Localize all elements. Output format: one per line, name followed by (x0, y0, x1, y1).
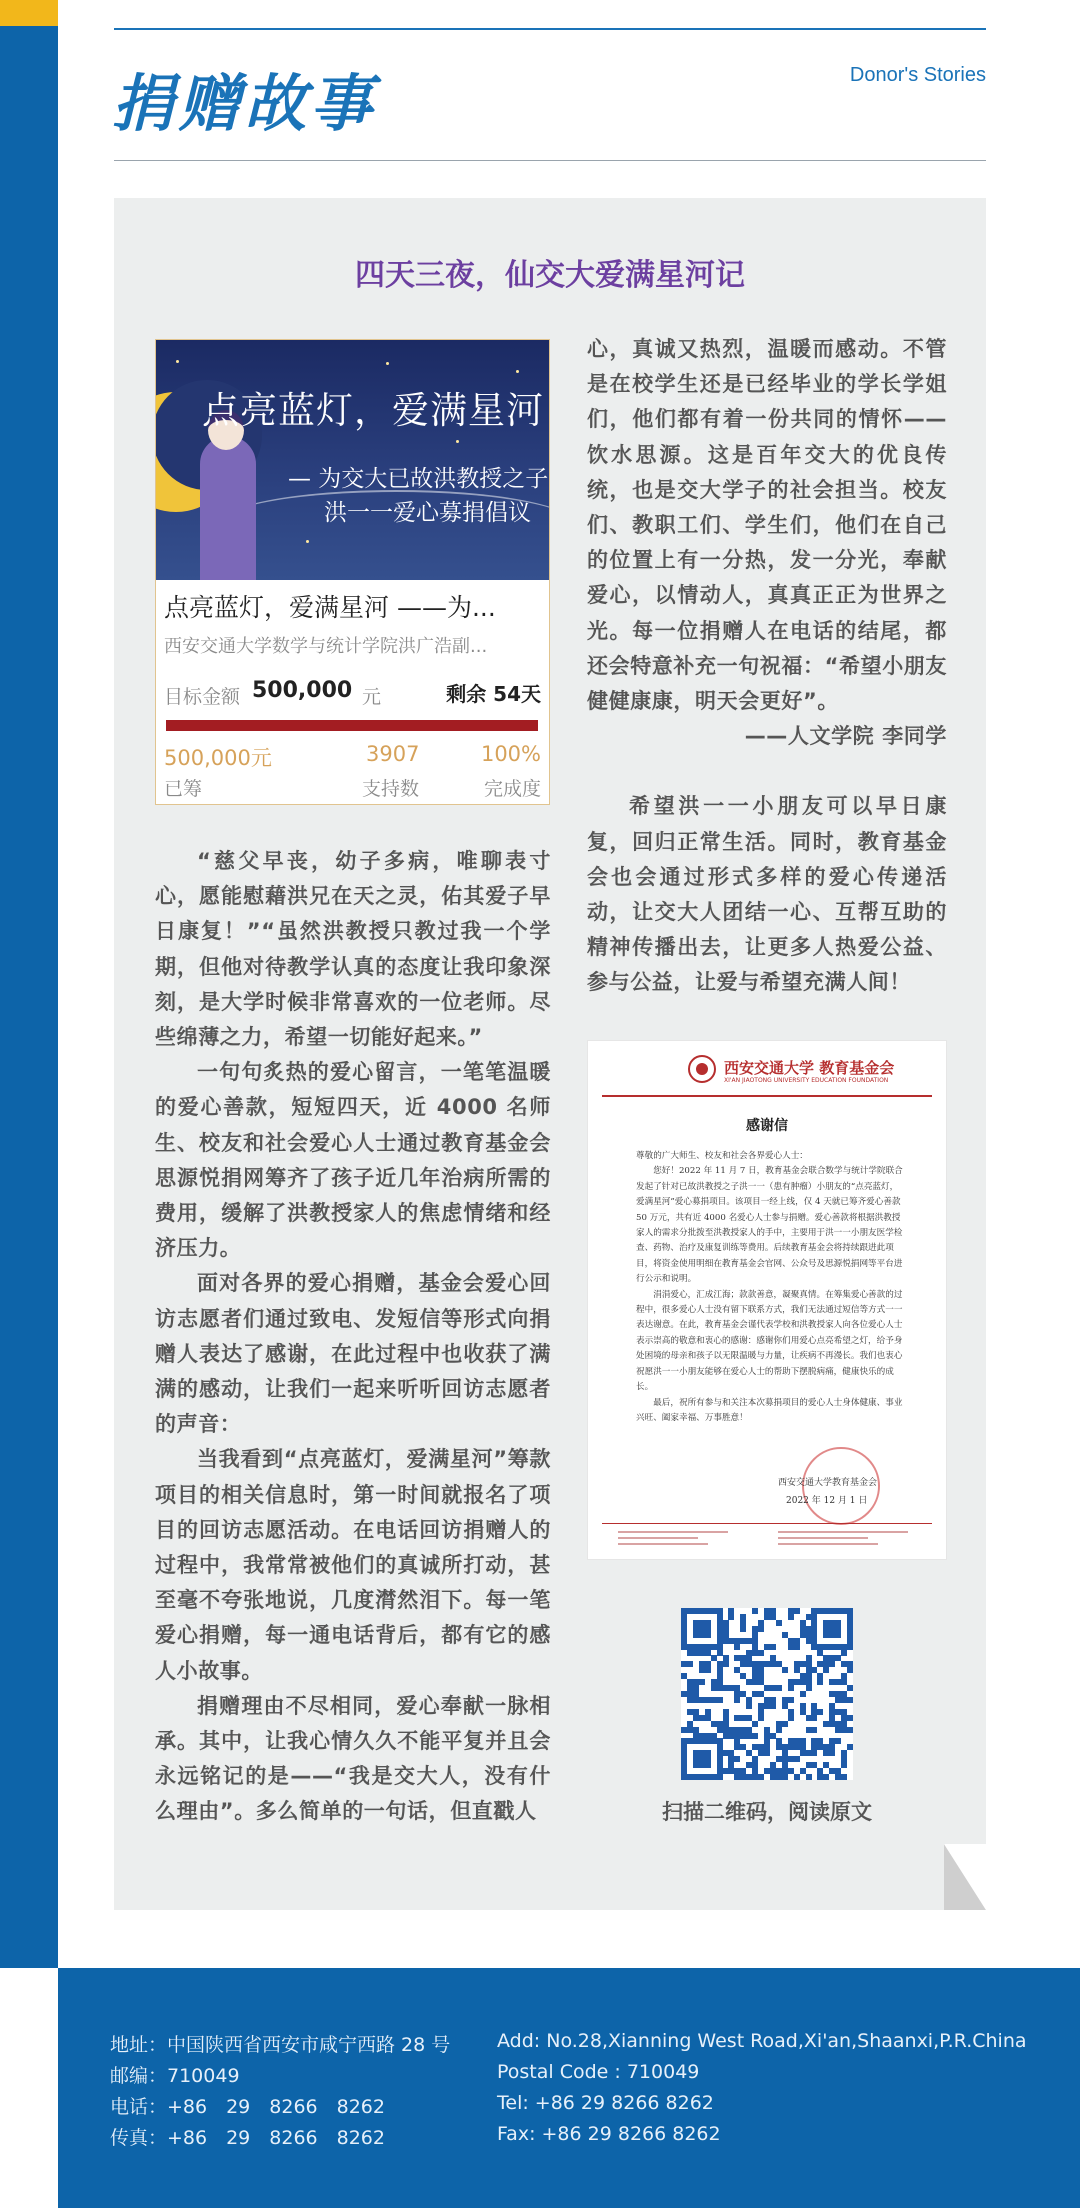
fund-project-name: 点亮蓝灯，爱满星河 ——为... (164, 593, 496, 622)
footer-en-tel: Tel: +86 29 8266 8262 (497, 2092, 714, 2114)
qr-module (728, 1614, 734, 1620)
fund-project-description: 西安交通大学数学与统计学院洪广浩副... (164, 636, 488, 657)
left-accent-block (0, 0, 58, 26)
letter-signature: 西安交通大学教育基金会 (778, 1478, 878, 1488)
qr-module (847, 1667, 853, 1673)
star-decoration (176, 360, 179, 363)
footer (58, 1968, 1080, 2208)
qr-module (788, 1685, 794, 1691)
qr-module (746, 1703, 752, 1709)
university-seal-icon (688, 1055, 716, 1083)
qr-module (847, 1685, 853, 1691)
qr-module (758, 1715, 764, 1721)
qr-module (847, 1744, 853, 1750)
qr-module (734, 1644, 740, 1650)
qr-module (811, 1727, 817, 1733)
article-paragraph: 当我看到“点亮蓝灯，爱满星河”筹款项目的相关信息时，第一时间就报名了项目的回访志愿活动。在电话回访捐赠人的过程中，我常常被他们的真诚所打动，甚至毫不夸张地说，几度潸然泪下。每一笔爱心捐赠，每一通电话背后，都有它的感人小故事。 (155, 1447, 551, 1683)
letter-paragraph: 最后，祝所有参与和关注本次募捐项目的爱心人士身体健康、事业兴旺、阖家幸福、万事胜意！ (636, 1397, 903, 1423)
star-decoration (386, 362, 389, 365)
header-top-rule (114, 28, 986, 30)
qr-caption: 扫描二维码，阅读原文 (662, 1800, 872, 1824)
article-title: 四天三夜，仙交大爱满星河记 (355, 258, 745, 293)
star-decoration (456, 440, 459, 443)
qr-module (723, 1661, 729, 1667)
days-remaining: 剩余 54天 (446, 682, 541, 706)
fundraising-card[interactable] (155, 339, 550, 805)
page-subtitle: Donor's Stories (849, 64, 986, 86)
header-bottom-rule (114, 160, 986, 161)
qr-module (770, 1644, 776, 1650)
qr-module (734, 1697, 740, 1703)
qr-module (776, 1620, 782, 1626)
qr-module (717, 1697, 723, 1703)
thank-you-letter-image (587, 1040, 947, 1560)
article-paragraph: 面对各界的爱心捐赠，基金会爱心回访志愿者们通过致电、发短信等形式向捐赠人表达了感谢，在此过程中也收获了满满的感动，让我们一起来听听回访志愿者的声音： (155, 1271, 551, 1437)
progress-bar-fill (166, 720, 538, 731)
qr-module (740, 1626, 746, 1632)
qr-module (764, 1750, 770, 1756)
qr-module (758, 1626, 764, 1632)
letter-heading: 感谢信 (746, 1118, 788, 1134)
article-right-column (587, 332, 947, 1001)
qr-module (835, 1632, 841, 1638)
qr-module (705, 1632, 711, 1638)
letter-header-rule (602, 1095, 932, 1097)
progress-bar (166, 720, 538, 731)
qr-module (758, 1650, 764, 1656)
fundraising-banner-image (156, 340, 550, 580)
qr-module (794, 1608, 800, 1614)
completion-label: 完成度 (483, 778, 541, 800)
qr-module (788, 1715, 794, 1721)
qr-module (758, 1774, 764, 1780)
qr-module (752, 1608, 758, 1614)
qr-module (782, 1774, 788, 1780)
qr-module (782, 1667, 788, 1673)
footer-cn-tel: 电话：+86 29 8266 8262 (110, 2096, 385, 2118)
footer-cn-postal: 邮编：710049 (110, 2065, 240, 2087)
qr-module (841, 1762, 847, 1768)
supporters-count-label: 支持数 (362, 778, 420, 800)
qr-module (794, 1756, 800, 1762)
article-paragraph: 一句句炙热的爱心留言，一笔笔温暖的爱心善款，短短四天，近 4000 名师生、校友和社会爱心人士通过教育基金会思源悦捐网筹齐了孩子近几年治病所需的费用，缓解了洪教授家人的焦虑情绪和经济压力。 (155, 1060, 551, 1261)
qr-module (841, 1774, 847, 1780)
letter-footer-rule (602, 1523, 932, 1524)
qr-module (717, 1774, 723, 1780)
raised-amount-value: 500,000元 (164, 746, 272, 770)
page-fold-cutout (944, 1844, 986, 1910)
article-paragraph: “慈父早丧，幼子多病，唯聊表寸心，愿能慰藉洪兄在天之灵，佑其爱子早日康复！”“虽然洪教授只教过我一个学期，但他对待教学认真的态度让我印象深刻，是大学时候非常喜欢的一位老师。尽些绵薄之力，希望一切能好起来。” (155, 849, 551, 1050)
qr-module (835, 1738, 841, 1744)
banner-subtitle-2: 洪一一爱心募捐倡议 (324, 500, 531, 526)
qr-module (841, 1650, 847, 1656)
qr-module (770, 1703, 776, 1709)
qr-module (847, 1644, 853, 1650)
qr-module (823, 1774, 829, 1780)
letter-organization-en: XI'AN JIAOTONG UNIVERSITY EDUCATION FOUNDATION (724, 1077, 889, 1084)
supporters-count-value: 3907 (366, 742, 420, 766)
footer-en-postal: Postal Code : 710049 (497, 2061, 700, 2083)
target-amount-unit: 元 (362, 686, 382, 708)
qr-module (806, 1774, 812, 1780)
qr-module (734, 1756, 740, 1762)
qr-module (705, 1762, 711, 1768)
article-signature: ——人文学院 李同学 (744, 724, 947, 749)
qr-module (823, 1667, 829, 1673)
letter-footer-contacts (618, 1529, 918, 1549)
qr-module (811, 1715, 817, 1721)
left-brand-bar (0, 0, 58, 1968)
qr-module (847, 1715, 853, 1721)
qr-module (752, 1721, 758, 1727)
article-closing-paragraph: 希望洪一一小朋友可以早日康复，回归正常生活。同时，教育基金会也会通过形式多样的爱心传递活动，让交大人团结一心、互帮互助的精神传播出去，让更多人热爱公益、参与公益，让爱与希望充满人间！ (587, 794, 947, 995)
banner-subtitle-1: — 为交大已故洪教授之子 (288, 466, 549, 492)
target-amount-value: 500,000 (252, 678, 353, 703)
qr-module (788, 1614, 794, 1620)
qr-module (794, 1644, 800, 1650)
completion-value: 100% (480, 742, 541, 766)
banner-title: 点亮蓝灯，爱满星河 (202, 389, 544, 432)
qr-module (699, 1679, 705, 1685)
qr-module (811, 1750, 817, 1756)
qr-module (847, 1727, 853, 1733)
raised-amount-label: 已筹 (164, 778, 203, 800)
letter-body (636, 1149, 904, 1426)
qr-module (817, 1709, 823, 1715)
article-paragraph: 捐赠理由不尽相同，爱心奉献一脉相承。其中，让我心情久久不能平复并且会永远铭记的是——“我是交大人，没有什么理由”。多么简单的一句话，但直戳人 (155, 1693, 551, 1824)
qr-module (776, 1685, 782, 1691)
qr-module (806, 1685, 812, 1691)
page-title: 捐赠故事 (112, 67, 377, 140)
qr-module (782, 1721, 788, 1727)
star-decoration (516, 370, 519, 373)
star-decoration (306, 540, 309, 543)
letter-date: 2022 年 12 月 1 日 (786, 1496, 868, 1506)
footer-en-address: Add: No.28,Xianning West Road,Xi'an,Shaanxi,P.R.China (497, 2030, 1027, 2052)
qr-module (752, 1733, 758, 1739)
footer-cn-address: 地址：中国陕西省西安市咸宁西路 28 号 (110, 2034, 451, 2056)
article-left-column (155, 844, 551, 1830)
qr-module (788, 1697, 794, 1703)
footer-cn-fax: 传真：+86 29 8266 8262 (110, 2127, 385, 2149)
qr-module (829, 1750, 835, 1756)
girl-illustration (200, 436, 256, 580)
target-amount-label: 目标金额 (164, 686, 241, 708)
qr-module (687, 1661, 693, 1667)
qr-module (705, 1667, 711, 1673)
qr-code-icon[interactable] (681, 1608, 853, 1780)
footer-en-fax: Fax: +86 29 8266 8262 (497, 2123, 721, 2145)
letter-paragraph: 您好！2022 年 11 月 7 日，教育基金会联合数学与统计学院联合发起了针对已故洪教授之子洪一一（患有肿瘤）小朋友的“点亮蓝灯，爱满星河”爱心募捐项目。该项目一经上线，仅 4 天就已筹齐爱心善款 50 万元，共有近 4000 名爱心人士参与捐赠。爱心善款将根据洪教授家人的需求分批拨至洪教授家人的手中，主要用于洪一一小朋友医学检查、药物、治疗及康复训练等费用。后续教育基金会将持续跟进此项目，将资金使用明细在教育基金会官网、公众号及思源悦捐网等平台进行公示和说明。 (636, 1166, 903, 1285)
qr-module (800, 1691, 806, 1697)
letter-organization: 西安交通大学 教育基金会 (724, 1059, 895, 1077)
qr-module (776, 1727, 782, 1733)
qr-module (847, 1697, 853, 1703)
qr-module (829, 1661, 835, 1667)
qr-module (817, 1679, 823, 1685)
qr-module (794, 1774, 800, 1780)
article-paragraph-continued: 心，真诚又热烈，温暖而感动。不管是在校学生还是已经毕业的学长学姐们，他们都有着一份共同的情怀——饮水思源。这是百年交大的优良传统，也是交大学子的社会担当。校友们、教职工们、学生们，他们在自己的位置上有一分热，发一分光，奉献爱心，以情动人，真真正正为世界之光。每一位捐赠人在电话的结尾，都还会特意补充一句祝福：“希望小朋友健健康康，明天会更好”。 (587, 337, 948, 714)
letter-paragraph: 涓涓爱心，汇成江海；款款善意，凝聚真情。在筹集爱心善款的过程中，很多爱心人士没有留下联系方式，我们无法通过短信等方式一一表达谢意。在此，教育基金会谨代表学校和洪教授家人向各位爱心人士表示崇高的敬意和衷心的感谢：感谢你们用爱心点亮希望之灯，给予身处困境的母亲和孩子以无限温暖与力量，让疾病不再漫长。我们也衷心祝愿洪一一小朋友能够在爱心人士的帮助下摆脱病痛，健康快乐的成长。 (636, 1289, 903, 1393)
letter-salutation: 尊敬的广大师生、校友和社会各界爱心人士： (636, 1151, 808, 1161)
